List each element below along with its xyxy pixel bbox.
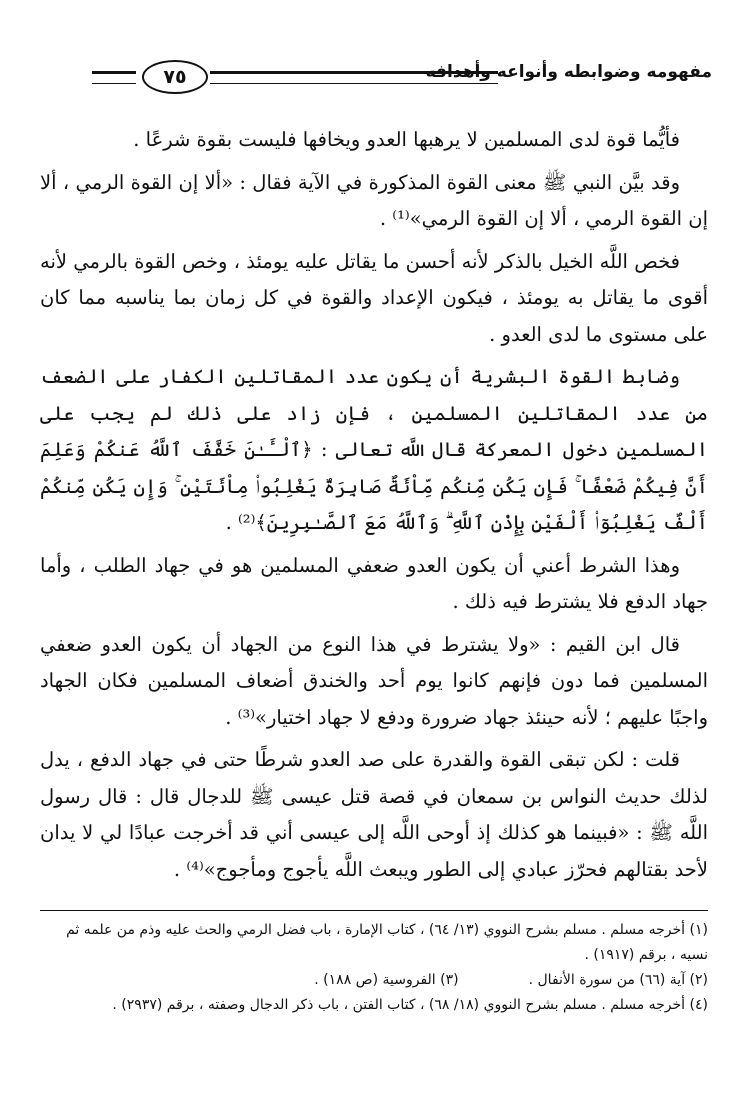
footnote-2: (٢) آية (٦٦) من سورة الأنفال . [528,972,708,988]
footnote-3: (٣) الفروسية (ص ١٨٨) . [314,972,459,988]
main-text [40,122,708,894]
paragraph: وهذا الشرط أعني أن يكون العدو ضعفي المسلمين هو في جهاد الطلب ، وأما جهاد الدفع فلا يشترط فيه ذلك . [40,553,708,613]
paragraph: وقد بيَّن النبي ﷺ معنى القوة المذكورة في الآية فقال : «ألا إن القوة الرمي ، ألا إن القوة الرمي ، ألا إن القوة الرمي»⁽¹⁾ . [40,170,708,230]
footnote-row [40,968,708,993]
running-header [92,58,712,94]
footnote-1: (١) أخرجه مسلم . مسلم بشرح النووي (١٣/ ٦٤) ، كتاب الإمارة ، باب فضل الرمي والحث عليه وذم من علمه ثم نسيه ، برقم (١٩١٧) . [66,922,708,963]
paragraph: قال ابن القيم : «ولا يشترط في هذا النوع من الجهاد أن يكون العدو ضعفي المسلمين فما دون فإنهم كانوا يوم أحد والخندق أضعاف المسلمين فكان الجهاد واجبًا عليهم ؛ لأنه حينئذ جهاد ضرورة ودفع لا جهاد اختيار»⁽³⁾ . [40,632,708,729]
paragraph: فأيُّما قوة لدى المسلمين لا يرهبها العدو ويخافها فليست بقوة شرعًا . [133,128,680,151]
paragraph: فخص اللَّه الخيل بالذكر لأنه أحسن ما يقاتل عليه يومئذ ، وخص القوة بالرمي لأنه أقوى ما يقاتل به يومئذ ، فيكون الإعداد والقوة في كل زمان بما يناسبه مما كان على مستوى ما لدى العدو . [40,249,708,346]
footnotes [40,918,708,1018]
paragraph: قلت : لكن تبقى القوة والقدرة على صد العدو شرطًا حتى في جهاد الدفع ، يدل لذلك حديث النواس بن سمعان في قصة قتل عيسى ﷺ للدجال قال : قال رسول اللَّه ﷺ : «فبينما هو كذلك إذ أوحى اللَّه إلى عيسى أني قد أخرجت عبادًا لي لا يدان لأحد بقتالهم فحرّز عبادي إلى الطور ويبعث اللَّه يأجوج ومأجوج»⁽⁴⁾ . [40,748,708,881]
page-number: ٧٥ [142,60,208,94]
footnote-separator [40,910,708,911]
footnote-4: (٤) أخرجه مسلم . مسلم بشرح النووي (١٨/ ٦٨) ، كتاب الفتن ، باب ذكر الدجال وصفته ، برقم (٢٩٣٧) . [112,997,708,1013]
header-rule-left [92,71,136,84]
chapter-title: مفهومه وضوابطه وأنواعه وأهدافه [425,62,712,82]
paragraph: وضابط القوة البشرية أن يكون عدد المقاتلين الكفار على الضعف من عدد المقاتلين المسلمين ، فإن زاد على ذلك لم يجب على المسلمين دخول المعركة قال اللَّه تعالى : ﴿ٱلْـَٔـٰنَ خَفَّفَ ٱللَّهُ عَنكُمْ وَعَلِمَ أَنَّ فِيكُمْ ضَعْفًا ۚ فَإِن يَكُن مِّنكُم مِّاْئَةٌ صَابِرَةٌ يَغْلِبُوا۟ مِاْئَتَيْنِ ۚ وَإِن يَكُن مِّنكُمْ أَلْفٌ يَغْلِبُوٓا۟ أَلْفَيْنِ بِإِذْنِ ٱللَّهِ ۗ وَٱللَّهُ مَعَ ٱلصَّـٰبِرِينَ﴾⁽²⁾ . [40,365,708,534]
